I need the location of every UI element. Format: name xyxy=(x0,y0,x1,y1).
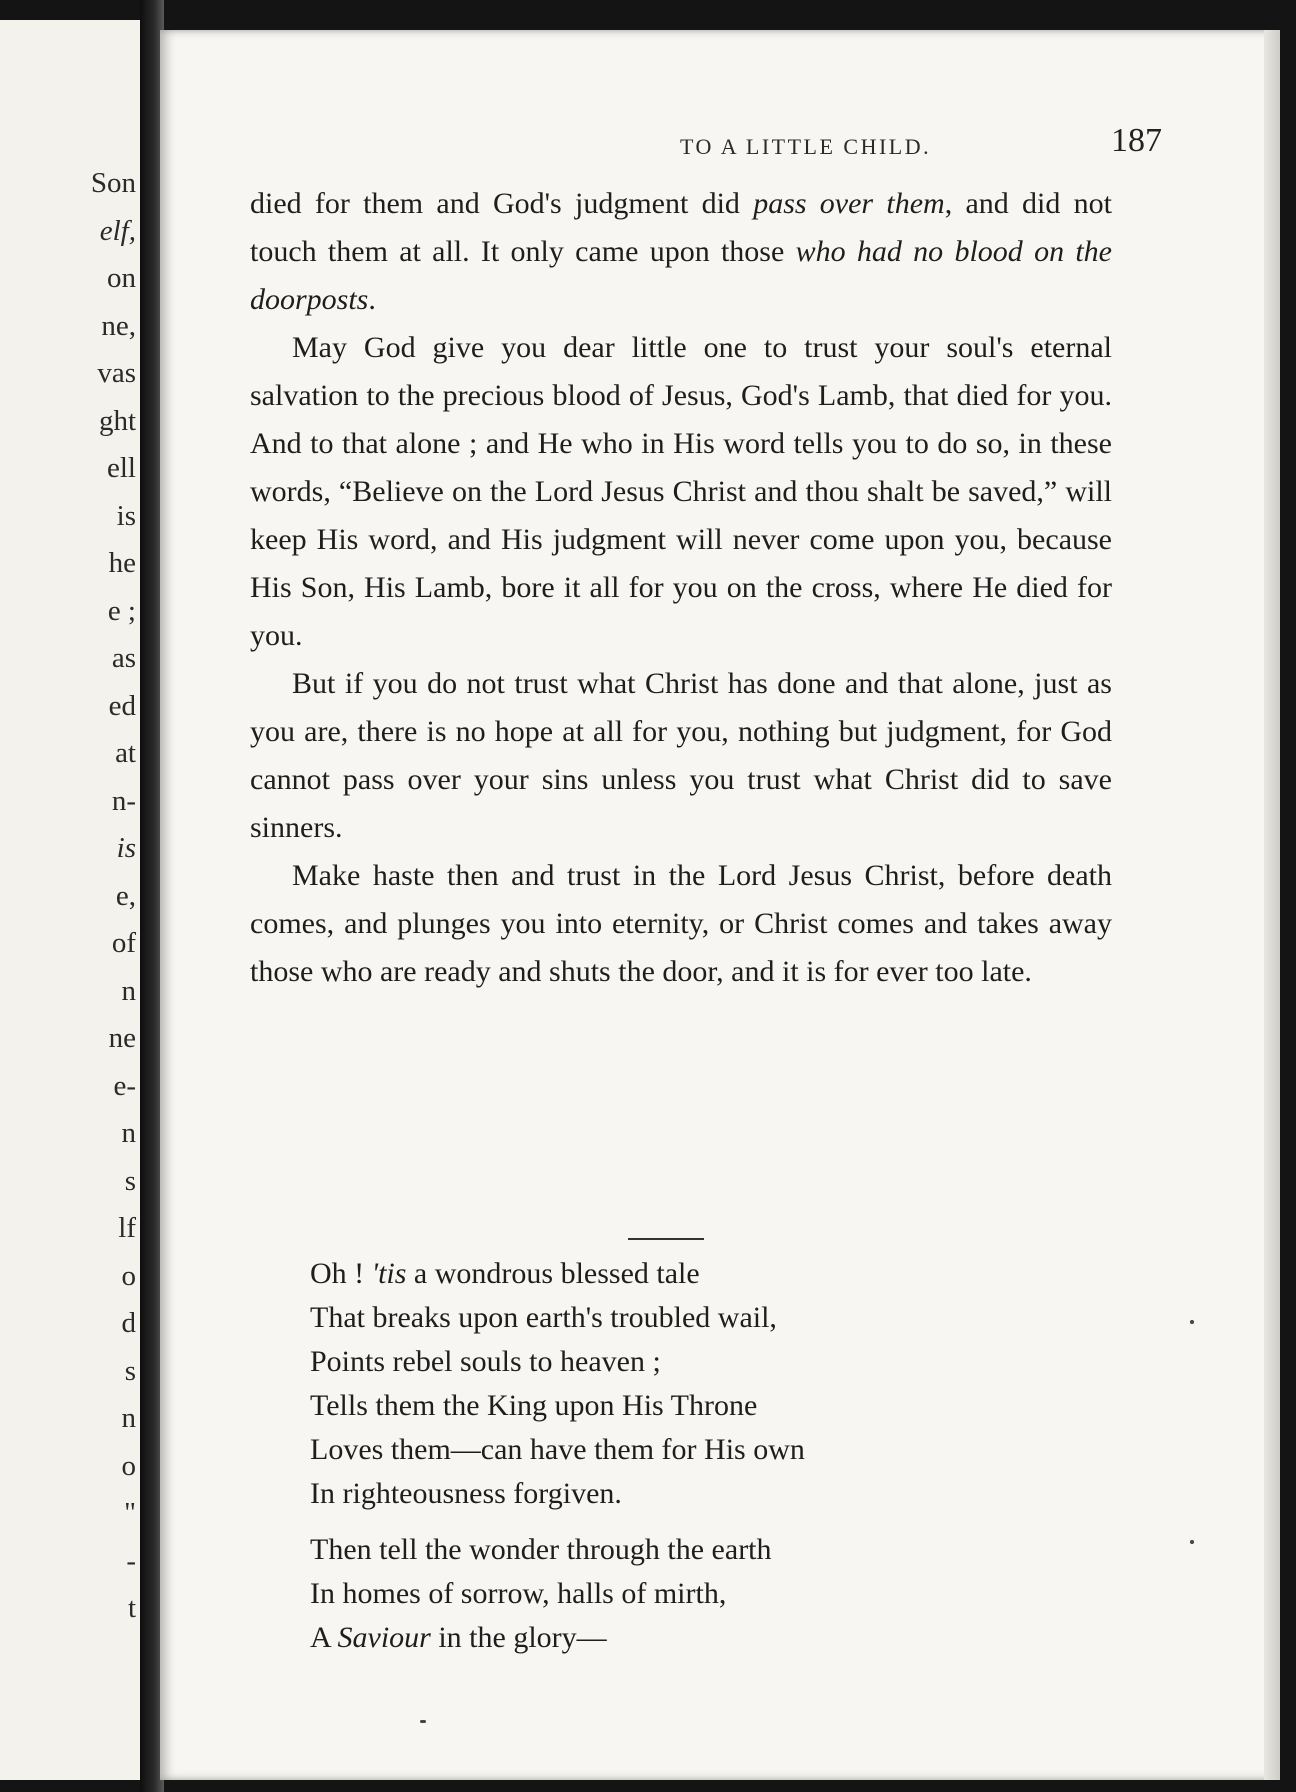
text-run: Oh ! xyxy=(310,1257,372,1290)
left-fragment: ne, xyxy=(101,309,136,342)
page-number: 187 xyxy=(1111,122,1162,159)
left-fragment: ed xyxy=(108,689,136,722)
paragraph-1 xyxy=(250,180,1112,324)
left-fragment: Son xyxy=(90,167,136,199)
left-fragment: at xyxy=(115,737,136,769)
poem-line xyxy=(310,1252,1070,1296)
left-fragment: o xyxy=(121,1259,136,1292)
left-fragment: ell xyxy=(107,452,136,484)
left-fragment: ght xyxy=(98,404,136,437)
text-run: a wondrous blessed tale xyxy=(406,1257,700,1290)
left-fragment: n xyxy=(121,974,136,1007)
running-title: TO A LITTLE CHILD. xyxy=(680,134,932,159)
print-speck xyxy=(1190,1540,1194,1544)
poem-line: Then tell the wonder through the earth xyxy=(310,1533,772,1566)
paragraph-2: May God give you dear little one to trust your soul's eternal salvation to the precious blood of Jesus, God's Lamb, that died for you. And to that alone ; and He who in His word tells you to do so, in these words, “Believe on the Lord Jesus Christ and thou shalt be saved,” will keep His word, and His judgment will never come upon you, because His Son, His Lamb, bore it all for you on the cross, where He died for you. xyxy=(250,331,1112,652)
italic-emphasis: who had no blood on the doorposts xyxy=(250,235,1113,316)
left-fragment: is xyxy=(116,499,136,532)
left-fragment: he xyxy=(108,547,136,579)
paragraph-3: But if you do not trust what Christ has done and that alone, just as you are, there is no hope at all for you, nothing but judgment, for God cannot pass over your sins unless you trust what Christ did to save sinners. xyxy=(250,667,1112,844)
left-fragment: vas xyxy=(97,357,136,389)
left-fragment: d xyxy=(121,1307,136,1339)
left-fragment: " xyxy=(124,1497,136,1529)
print-speck xyxy=(1190,1320,1194,1324)
poem-line xyxy=(310,1616,1070,1660)
page-edge-shading xyxy=(1264,30,1280,1780)
text-run: , and did not touch them at all. It only came upon those xyxy=(250,187,1112,268)
left-fragment: ne xyxy=(108,1022,136,1054)
poem-line: In homes of sorrow, halls of mirth, xyxy=(310,1577,727,1610)
left-fragment: lf xyxy=(118,1212,136,1244)
left-fragment: on xyxy=(107,262,136,294)
text-run: A xyxy=(310,1621,338,1654)
left-fragment: e ; xyxy=(107,594,136,627)
poem-line: Tells them the King upon His Throne xyxy=(310,1389,758,1422)
italic-emphasis: pass over them xyxy=(753,187,945,220)
left-fragment: s xyxy=(124,1164,136,1197)
left-fragment: n- xyxy=(111,784,136,817)
left-page-edge xyxy=(0,20,140,1780)
poem-stanza-1 xyxy=(310,1252,1070,1516)
poem-line: In righteousness forgiven. xyxy=(310,1477,622,1510)
italic-emphasis: 'tis xyxy=(371,1257,407,1290)
running-head xyxy=(220,120,1220,170)
poem-stanza-2 xyxy=(310,1528,1070,1660)
poem-line: That breaks upon earth's troubled wail, xyxy=(310,1301,777,1334)
italic-emphasis: Saviour xyxy=(337,1621,431,1654)
left-fragment: n xyxy=(121,1117,136,1149)
left-fragment: as xyxy=(111,642,136,674)
left-fragment: e, xyxy=(115,879,136,912)
body-text xyxy=(250,180,1112,996)
left-fragment: e- xyxy=(113,1069,136,1102)
left-fragment: - xyxy=(126,1544,136,1577)
poem-line: Loves them—can have them for His own xyxy=(310,1433,805,1466)
right-page xyxy=(160,30,1280,1780)
poem xyxy=(310,1252,1070,1672)
left-fragment: is xyxy=(116,832,136,864)
left-fragment: elf, xyxy=(99,214,136,247)
left-fragment: t xyxy=(127,1592,136,1624)
poem-line: Points rebel souls to heaven ; xyxy=(310,1345,661,1378)
left-fragment: s xyxy=(124,1354,136,1387)
print-speck xyxy=(420,1720,426,1723)
left-page-text-fragments xyxy=(0,160,140,1633)
paragraph-4: Make haste then and trust in the Lord Jesus Christ, before death comes, and plunges you into eternity, or Christ comes and takes away those who are ready and shuts the door, and it is for ever too late. xyxy=(250,859,1112,988)
text-run: died for them and God's judgment did xyxy=(250,187,754,220)
left-fragment: o xyxy=(121,1449,136,1482)
text-run: in the glory— xyxy=(430,1621,607,1654)
left-fragment: n xyxy=(121,1402,136,1434)
section-divider xyxy=(628,1238,704,1240)
left-fragment: of xyxy=(111,927,136,959)
text-run: . xyxy=(368,283,376,316)
